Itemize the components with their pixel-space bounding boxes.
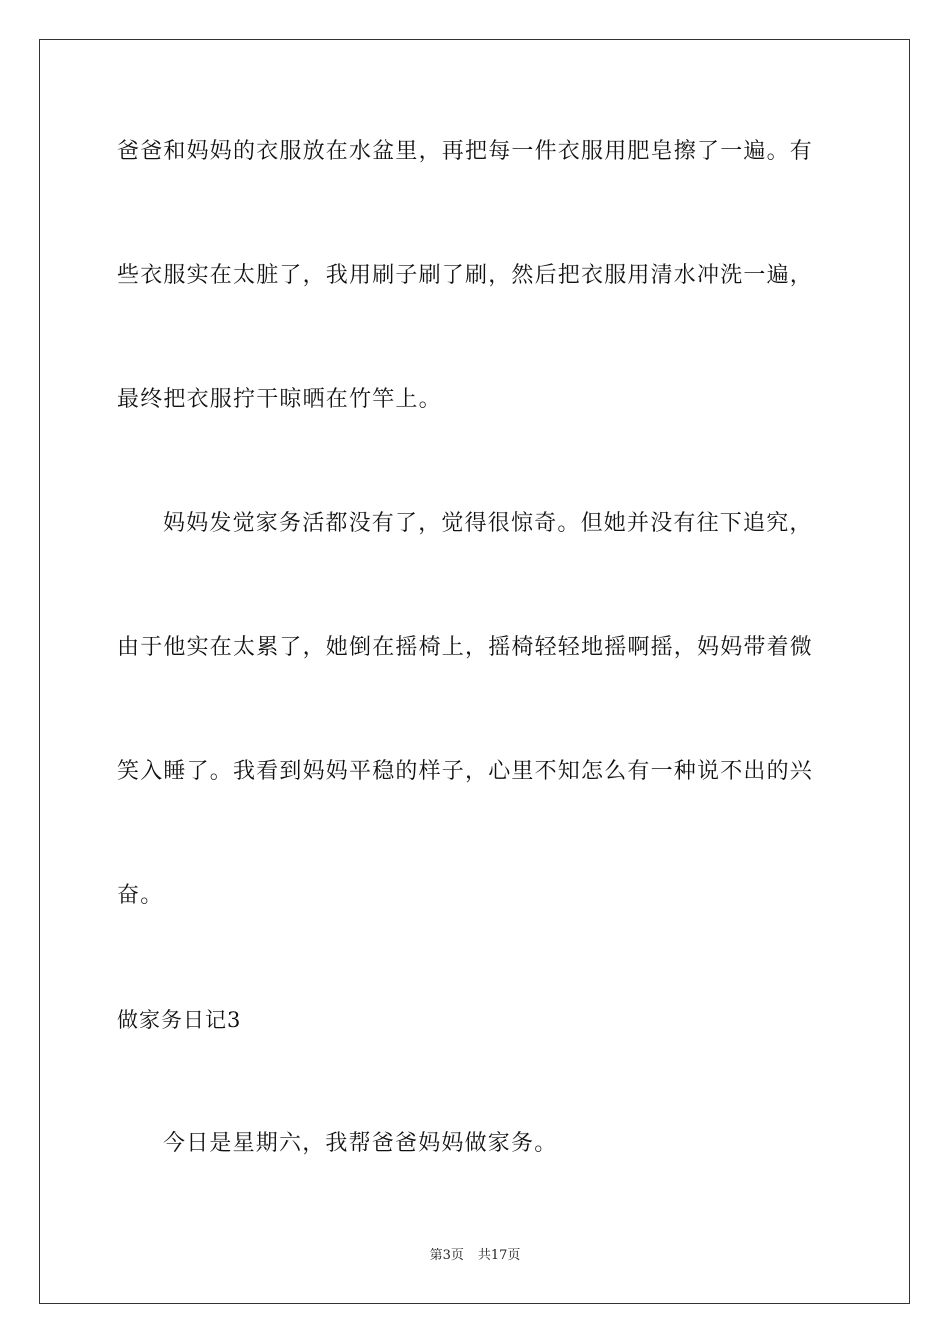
- paragraph-2-line-1: 妈妈发觉家务活都没有了，觉得很惊奇。但她并没有往下追究，: [163, 511, 813, 536]
- paragraph-1-line-3: 最终把衣服拧干晾晒在竹竿上。: [117, 387, 442, 412]
- section-heading: 做家务日记3: [117, 1008, 242, 1032]
- paragraph-3-line-1: 今日是星期六，我帮爸爸妈妈做家务。: [163, 1131, 558, 1156]
- paragraph-2-line-2: 由于他实在太累了，她倒在摇椅上，摇椅轻轻地摇啊摇，妈妈带着微: [117, 635, 814, 660]
- paragraph-1-line-1: 爸爸和妈妈的衣服放在水盆里，再把每一件衣服用肥皂擦了一遍。有: [117, 139, 814, 164]
- page-total: 共17页: [477, 1248, 521, 1263]
- page-number: 第3页: [429, 1248, 464, 1263]
- page-border: [39, 39, 910, 1304]
- paragraph-2-line-4: 奋。: [117, 883, 164, 908]
- paragraph-1-line-2: 些衣服实在太脏了，我用刷子刷了刷，然后把衣服用清水冲洗一遍，: [117, 263, 814, 288]
- paragraph-2-line-3: 笑入睡了。我看到妈妈平稳的样子，心里不知怎么有一种说不出的兴: [117, 759, 814, 784]
- page-footer: [0, 1247, 950, 1265]
